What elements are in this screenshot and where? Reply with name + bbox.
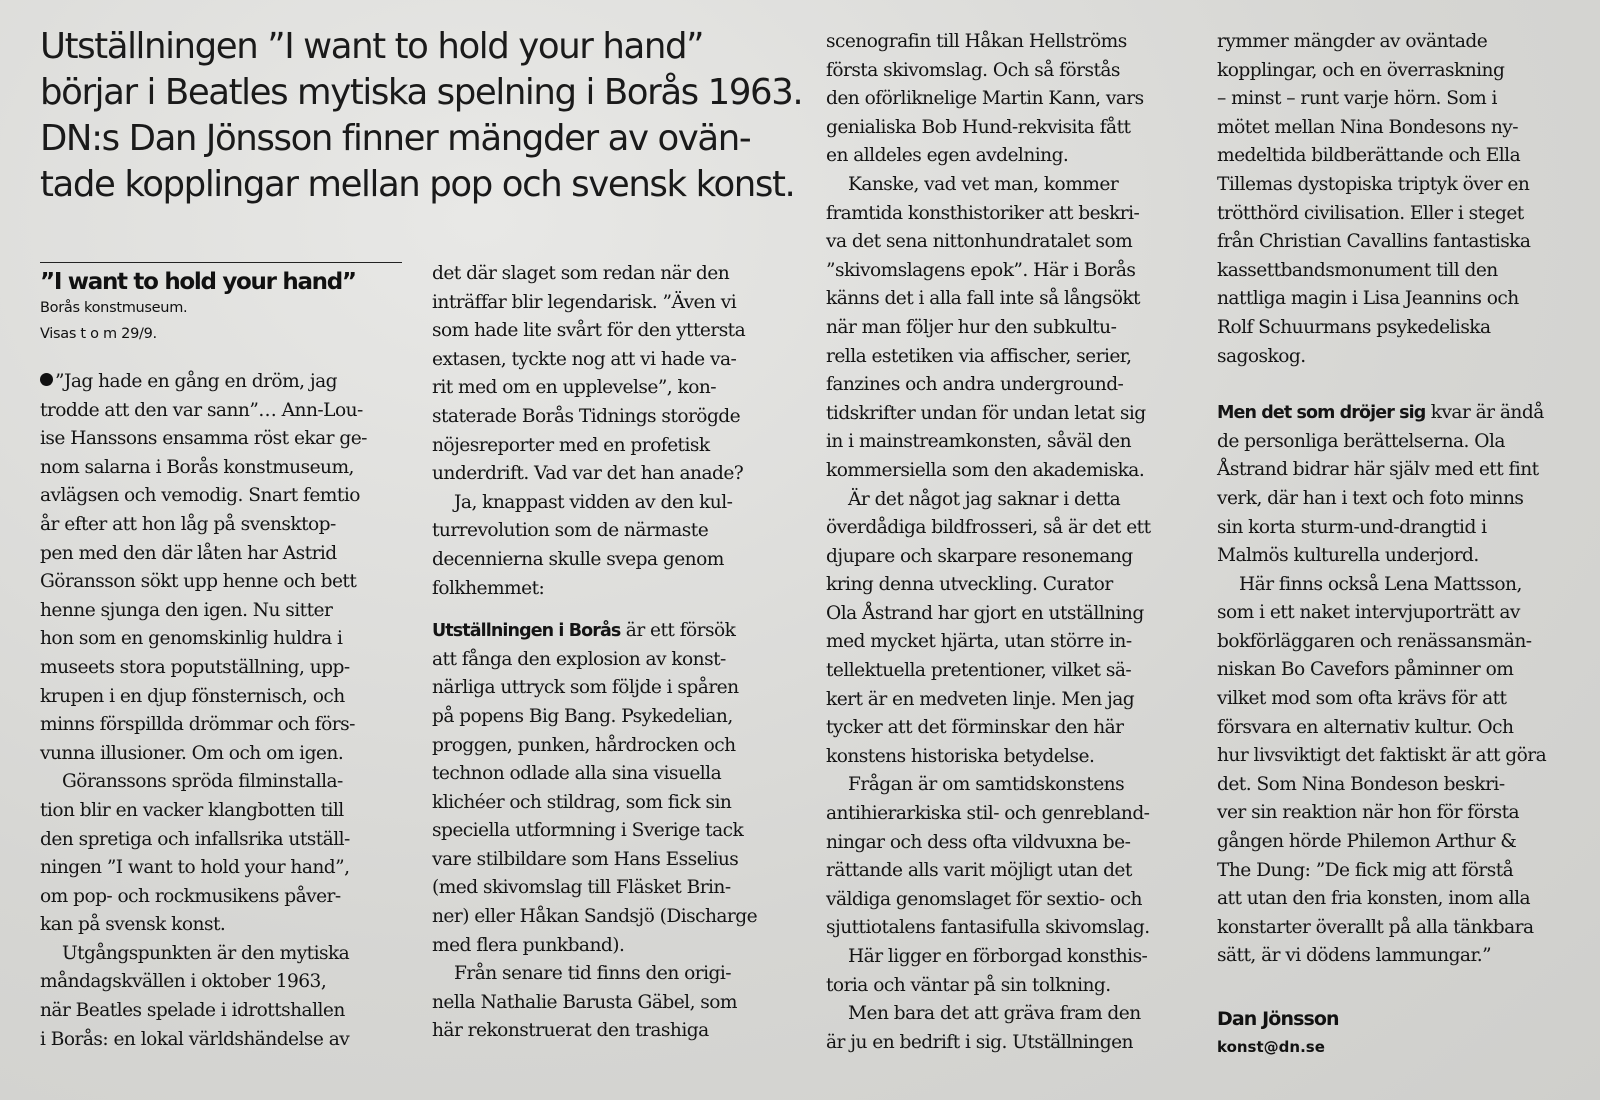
article-line: speciella utformning i Sverige tack bbox=[432, 820, 744, 842]
article-line: va det sena nittonhundratalet som bbox=[826, 231, 1133, 253]
headline-line: DN:s Dan Jönsson finner mängder av ovän- bbox=[40, 118, 751, 159]
article-column-3 bbox=[826, 28, 1188, 1057]
article-line: framtida konsthistoriker att beskri- bbox=[826, 202, 1140, 224]
paragraph-gap bbox=[432, 603, 794, 617]
article-line: mötet mellan Nina Bondesons ny- bbox=[1217, 116, 1518, 138]
article-line: Från senare tid finns den origi- bbox=[454, 963, 731, 985]
article-line: sin korta sturm-und-drangtid i bbox=[1217, 516, 1487, 538]
exhibition-venue: Borås konstmuseum. bbox=[40, 300, 188, 316]
article-line: kert är en medveten linje. Men jag bbox=[826, 688, 1135, 710]
article-line: Ja, knappast vidden av den kul- bbox=[454, 491, 733, 513]
article-line: ise Hanssons ensamma röst ekar ge- bbox=[40, 428, 367, 450]
article-line: Här ligger en förborgad konsthis- bbox=[848, 946, 1148, 967]
article-line: rella estetiken via affischer, serier, bbox=[826, 345, 1132, 367]
article-line: scenografin till Håkan Hellströms bbox=[826, 31, 1127, 52]
article-line: rymmer mängder av oväntade bbox=[1217, 31, 1488, 52]
exhibition-dates: Visas t o m 29/9. bbox=[40, 326, 157, 342]
article-line: krupen i en djup fönsternisch, och bbox=[40, 685, 345, 707]
article-line: överdådiga bildfrosseri, så är det ett bbox=[826, 517, 1151, 539]
article-line: när man följer hur den subkultu- bbox=[826, 316, 1117, 338]
article-line: avlägsen och vemodig. Snart femtio bbox=[40, 485, 360, 507]
article-line: kassettbandsmonument till den bbox=[1217, 259, 1498, 281]
paragraph-lead: Utställningen i Borås bbox=[432, 621, 621, 642]
article-line: minns förspillda drömmar och förs- bbox=[40, 714, 355, 736]
article-line: – minst – runt varje hörn. Som i bbox=[1217, 88, 1497, 110]
article-line: Här finns också Lena Mattsson, bbox=[1239, 573, 1522, 595]
article-line: toria och väntar på sin tolkning. bbox=[826, 974, 1111, 996]
headline-line: Utställningen ”I want to hold your hand” bbox=[40, 26, 704, 67]
article-line: staterade Borås Tidnings storögde bbox=[432, 405, 741, 427]
article-line: hur livsviktigt det faktiskt är att göra bbox=[1217, 745, 1547, 767]
article-line: första skivomslag. Och så förstås bbox=[826, 59, 1120, 81]
article-line: med flera punkband). bbox=[432, 934, 625, 956]
article-line: ”Jag hade en gång en dröm, jag bbox=[40, 368, 402, 397]
exhibition-title: ”I want to hold your hand” bbox=[40, 269, 356, 295]
exhibition-info-box bbox=[40, 262, 402, 347]
article-line: museets stora poputställning, upp- bbox=[40, 656, 350, 678]
article-line: turrevolution som de närmaste bbox=[432, 520, 709, 542]
article-line: The Dung: ”De fick mig att förstå bbox=[1217, 859, 1514, 881]
author-email: konst@dn.se bbox=[1217, 1038, 1325, 1056]
article-line: gången hörde Philemon Arthur & bbox=[1217, 831, 1517, 853]
article-line: ver sin reaktion när hon för första bbox=[1217, 802, 1520, 824]
headline-line: börjar i Beatles mytiska spelning i Borås 1963. bbox=[40, 72, 803, 113]
article-line: proggen, punken, hårdrocken och bbox=[432, 734, 736, 756]
article-line: sjuttiotalens fantasifulla skivomslag. bbox=[826, 917, 1150, 939]
article-line: djupare och skarpare resonemang bbox=[826, 545, 1133, 567]
article-line: technon odlade alla sina visuella bbox=[432, 763, 722, 785]
article-line: konstens historiska betydelse. bbox=[826, 745, 1095, 767]
article-line: Frågan är om samtidskonstens bbox=[848, 774, 1125, 796]
article-line: år efter att hon låg på svensktop- bbox=[40, 513, 336, 535]
article-column-1 bbox=[40, 368, 402, 1054]
article-line: kommersiella som den akademiska. bbox=[826, 459, 1145, 481]
article-line: Men bara det att gräva fram den bbox=[848, 1003, 1141, 1025]
article-line: den oförliknelige Martin Kann, vars bbox=[826, 88, 1144, 110]
article-line: ”skivomslagens epok”. Här i Borås bbox=[826, 259, 1136, 281]
article-line: vunna illusioner. Om och om igen. bbox=[40, 742, 344, 764]
author-name: Dan Jönsson bbox=[1217, 1008, 1339, 1030]
paragraph-lead: Men det som dröjer sig bbox=[1217, 403, 1426, 424]
article-line: nom salarna i Borås konstmuseum, bbox=[40, 456, 354, 478]
article-line: den spretiga och infallsrika utställ- bbox=[40, 828, 350, 850]
article-line: inträffar blir legendarisk. ”Även vi bbox=[432, 291, 737, 313]
article-line: in i mainstreamkonsten, såväl den bbox=[826, 431, 1132, 453]
headline bbox=[40, 24, 803, 208]
article-line: folkhemmet: bbox=[432, 577, 545, 599]
article-line: antihierarkiska stil- och genrebland- bbox=[826, 803, 1150, 825]
article-line: Utgångspunkten är den mytiska bbox=[62, 942, 350, 964]
article-line: väldiga genomslaget för sextio- och bbox=[826, 888, 1142, 910]
headline-line: tade kopplingar mellan pop och svensk konst. bbox=[40, 164, 795, 205]
article-line: ner) eller Håkan Sandsjö (Discharge bbox=[432, 906, 758, 928]
article-line: måndagskvällen i oktober 1963, bbox=[40, 971, 327, 993]
article-line: vare stilbildare som Hans Esselius bbox=[432, 848, 739, 870]
article-line: ningen ”I want to hold your hand”, bbox=[40, 857, 350, 879]
article-line: att fånga den explosion av konst- bbox=[432, 648, 726, 670]
article-line: känns det i alla fall inte så långsökt bbox=[826, 288, 1140, 310]
article-line: nella Nathalie Barusta Gäbel, som bbox=[432, 991, 738, 1013]
article-line: pen med den där låten har Astrid bbox=[40, 542, 337, 564]
article-line: rit med om en upplevelse”, kon- bbox=[432, 377, 717, 399]
article-line: som i ett naket intervjuporträtt av bbox=[1217, 602, 1520, 624]
article-line: Kanske, vad vet man, kommer bbox=[848, 173, 1119, 195]
article-line: som hade lite svårt för den yttersta bbox=[432, 320, 746, 342]
article-line: rättande alls varit möjligt utan det bbox=[826, 860, 1132, 882]
article-line: ningar och dess ofta vildvuxna be- bbox=[826, 831, 1131, 853]
article-line: sätt, är vi dödens lammungar.” bbox=[1217, 945, 1492, 967]
paragraph-gap bbox=[1217, 385, 1579, 399]
article-line: Rolf Schuurmans psykedeliska bbox=[1217, 316, 1491, 338]
article-line: Göransson sökt upp henne och bett bbox=[40, 571, 357, 593]
article-line: nattliga magin i Lisa Jeannins och bbox=[1217, 288, 1519, 310]
article-line: i Borås: en lokal världshändelse av bbox=[40, 1028, 350, 1050]
article-line: på popens Big Bang. Psykedelian, bbox=[432, 705, 733, 727]
article-line: när Beatles spelade i idrottshallen bbox=[40, 1000, 345, 1022]
article-line: det. Som Nina Bondeson beskri- bbox=[1217, 773, 1505, 795]
article-line: Göranssons spröda filminstalla- bbox=[62, 771, 343, 793]
article-line: tycker att det förminskar den här bbox=[826, 717, 1124, 739]
article-line: trötthörd civilisation. Eller i steget bbox=[1217, 202, 1524, 224]
article-line: konstarter överallt på alla tänkbara bbox=[1217, 916, 1534, 938]
article-line: en alldeles egen avdelning. bbox=[826, 145, 1069, 167]
article-line: de personliga berättelserna. Ola bbox=[1217, 430, 1505, 452]
article-line: kring denna utveckling. Curator bbox=[826, 574, 1113, 596]
article-column-4 bbox=[1217, 28, 1579, 971]
article-line: med mycket hjärta, utan större in- bbox=[826, 631, 1132, 653]
article-line: är ju en bedrift i sig. Utställningen bbox=[826, 1031, 1133, 1053]
article-line: verk, där han i text och foto minns bbox=[1217, 487, 1524, 509]
article-line: tellektuella pretentioner, vilket sä- bbox=[826, 660, 1132, 682]
article-line: från Christian Cavallins fantastiska bbox=[1217, 231, 1531, 253]
article-line: tidskrifter undan för undan letat sig bbox=[826, 402, 1146, 424]
article-line: hon som en genomskinlig huldra i bbox=[40, 628, 343, 650]
article-line: kan på svensk konst. bbox=[40, 914, 226, 936]
article-line: Malmös kulturella underjord. bbox=[1217, 545, 1479, 567]
article-line: att utan den fria konsten, inom alla bbox=[1217, 888, 1531, 910]
article-line: Ola Åstrand har gjort en utställning bbox=[826, 602, 1144, 624]
article-line: medeltida bildberättande och Ella bbox=[1217, 145, 1521, 167]
article-line: bokförläggaren och renässansmän- bbox=[1217, 630, 1532, 652]
article-line: sagoskog. bbox=[1217, 345, 1306, 367]
article-line: fanzines och andra underground- bbox=[826, 374, 1124, 396]
article-line: klichéer och stildrag, som fick sin bbox=[432, 791, 732, 813]
article-line: underdrift. Vad var det han anade? bbox=[432, 463, 744, 485]
article-line: försvara en alternativ kultur. Och bbox=[1217, 716, 1514, 738]
article-line: extasen, tyckte nog att vi hade va- bbox=[432, 348, 737, 370]
bullet-icon bbox=[40, 373, 53, 386]
article-line: tion blir en vacker klangbotten till bbox=[40, 799, 344, 821]
article-line: niskan Bo Cavefors påminner om bbox=[1217, 659, 1514, 681]
article-line: henne sjunga den igen. Nu sitter bbox=[40, 599, 333, 621]
article-line: Men det som dröjer sig kvar är ändå bbox=[1217, 402, 1544, 424]
article-line: vilket mod som ofta krävs för att bbox=[1217, 688, 1507, 710]
article-line: Åstrand bidrar här själv med ett fint bbox=[1217, 459, 1539, 481]
article-line: genialiska Bob Hund-rekvisita fått bbox=[826, 116, 1131, 138]
article-column-2 bbox=[432, 260, 794, 1046]
article-line: Är det något jag saknar i detta bbox=[848, 488, 1121, 510]
article-line: det där slaget som redan när den bbox=[432, 263, 730, 284]
article-line: kopplingar, och en överraskning bbox=[1217, 59, 1505, 81]
article-line: trodde att den var sann”… Ann-Lou- bbox=[40, 399, 363, 421]
byline bbox=[1217, 1008, 1339, 1056]
article-line: här rekonstruerat den trashiga bbox=[432, 1020, 709, 1042]
article-line: Utställningen i Borås är ett försök bbox=[432, 620, 736, 642]
article-line: decennierna skulle svepa genom bbox=[432, 548, 724, 570]
article-line: om pop- och rockmusikens påver- bbox=[40, 885, 341, 907]
article-line: Tillemas dystopiska triptyk över en bbox=[1217, 173, 1530, 195]
article-line: närliga uttryck som följde i spåren bbox=[432, 677, 739, 699]
article-line: (med skivomslag till Fläsket Brin- bbox=[432, 877, 731, 899]
article-line: nöjesreporter med en profetisk bbox=[432, 434, 710, 456]
paragraph-gap bbox=[1217, 371, 1579, 385]
